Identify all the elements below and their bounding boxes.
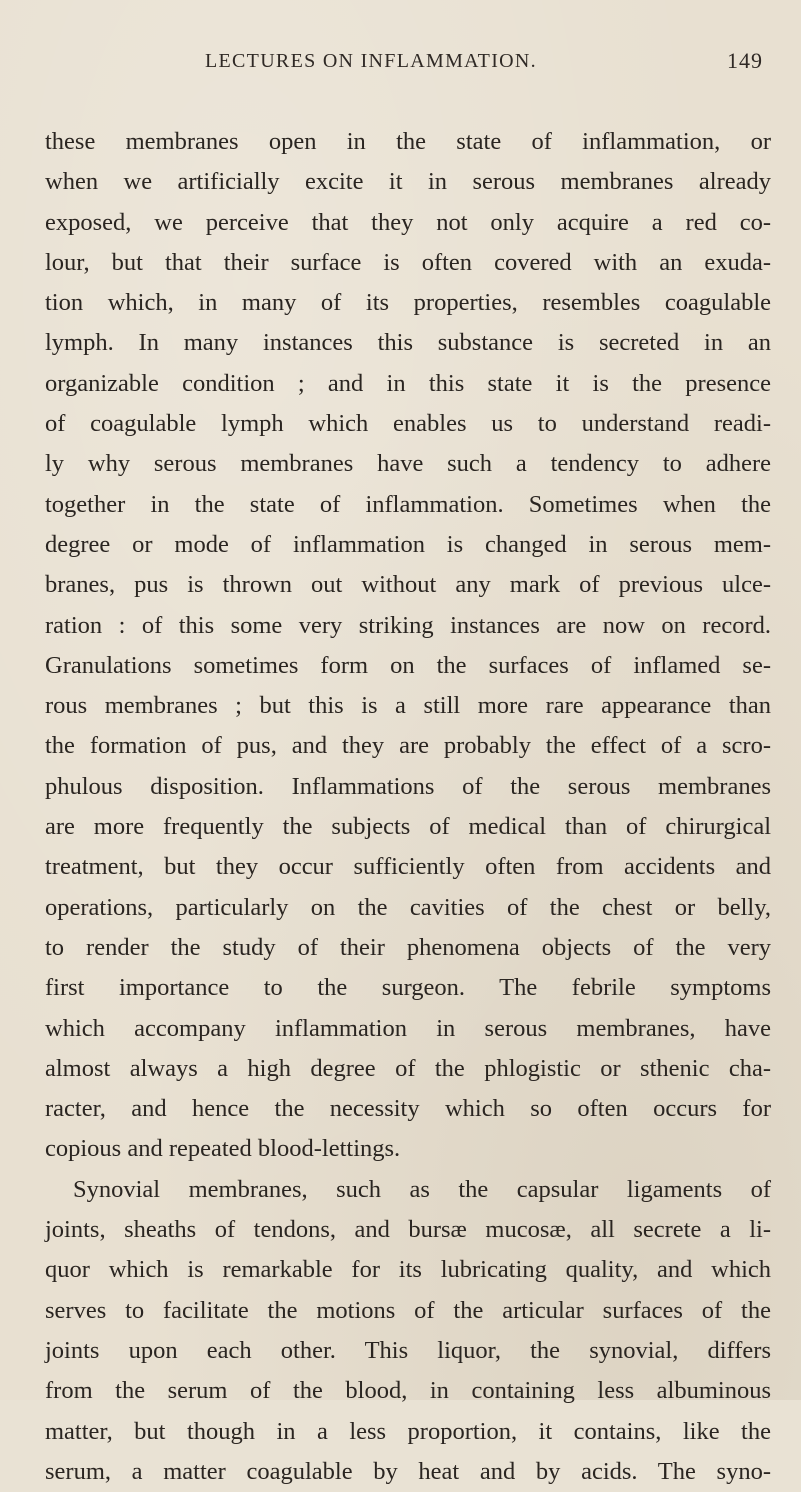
text-line: joints upon each other. This liquor, the synovial, differs [45, 1336, 771, 1364]
text-line: quor which is remarkable for its lubricating quality, and which [45, 1256, 771, 1284]
paragraph-2 [45, 1170, 771, 1492]
text-line: these membranes open in the state of inflammation, or [45, 128, 771, 155]
body-text [45, 122, 771, 1492]
paragraph-1 [45, 122, 771, 1170]
page-number: 149 [727, 48, 763, 73]
text-line: serum, a matter coagulable by heat and by acids. The syno- [45, 1457, 771, 1485]
text-line: joints, sheaths of tendons, and bursæ mucosæ, all secrete a li- [45, 1216, 771, 1244]
text-line: almost always a high degree of the phlogistic or sthenic cha- [45, 1054, 771, 1082]
text-line: exposed, we perceive that they not only acquire a red co- [45, 208, 771, 236]
text-line: phulous disposition. Inflammations of the serous membranes [45, 772, 771, 800]
text-line: degree or mode of inflammation is changed in serous mem- [45, 530, 771, 558]
text-line: ly why serous membranes have such a tendency to adhere [45, 450, 771, 478]
text-line: are more frequently the subjects of medical than of chirurgical [45, 813, 771, 841]
text-line: together in the state of inflammation. Sometimes when the [45, 490, 771, 518]
text-line: the formation of pus, and they are probably the effect of a scro- [45, 732, 771, 760]
text-line: organizable condition ; and in this state it is the presence [45, 369, 771, 397]
text-line: lour, but that their surface is often covered with an exuda- [45, 248, 771, 276]
text-line: racter, and hence the necessity which so often occurs for [45, 1095, 771, 1123]
text-line: Synovial membranes, such as the capsular ligaments of [73, 1175, 771, 1203]
text-line: rous membranes ; but this is a still more rare appearance than [45, 692, 771, 720]
text-line: Granulations sometimes form on the surfaces of inflamed se- [45, 651, 771, 679]
running-head [0, 50, 801, 90]
text-line: ration : of this some very striking instances are now on record. [45, 611, 771, 639]
text-line: of coagulable lymph which enables us to understand readi- [45, 410, 771, 438]
running-title: LECTURES ON INFLAMMATION. [205, 50, 537, 72]
text-line: treatment, but they occur sufficiently often from accidents and [45, 853, 771, 881]
text-line: tion which, in many of its properties, resembles coagulable [45, 289, 771, 317]
text-line: operations, particularly on the cavities of the chest or belly, [45, 893, 771, 921]
text-line: from the serum of the blood, in containing less albuminous [45, 1377, 771, 1405]
text-line: serves to facilitate the motions of the articular surfaces of the [45, 1296, 771, 1324]
text-line: copious and repeated blood-lettings. [45, 1135, 401, 1163]
text-line: matter, but though in a less proportion, it contains, like the [45, 1417, 771, 1445]
text-line: to render the study of their phenomena objects of the very [45, 933, 771, 961]
text-line: which accompany inflammation in serous membranes, have [45, 1014, 771, 1042]
text-line: branes, pus is thrown out without any mark of previous ulce- [45, 571, 771, 599]
text-line: when we artificially excite it in serous membranes already [45, 168, 771, 196]
text-line: first importance to the surgeon. The febrile symptoms [45, 974, 771, 1002]
text-line: lymph. In many instances this substance is secreted in an [45, 329, 771, 357]
